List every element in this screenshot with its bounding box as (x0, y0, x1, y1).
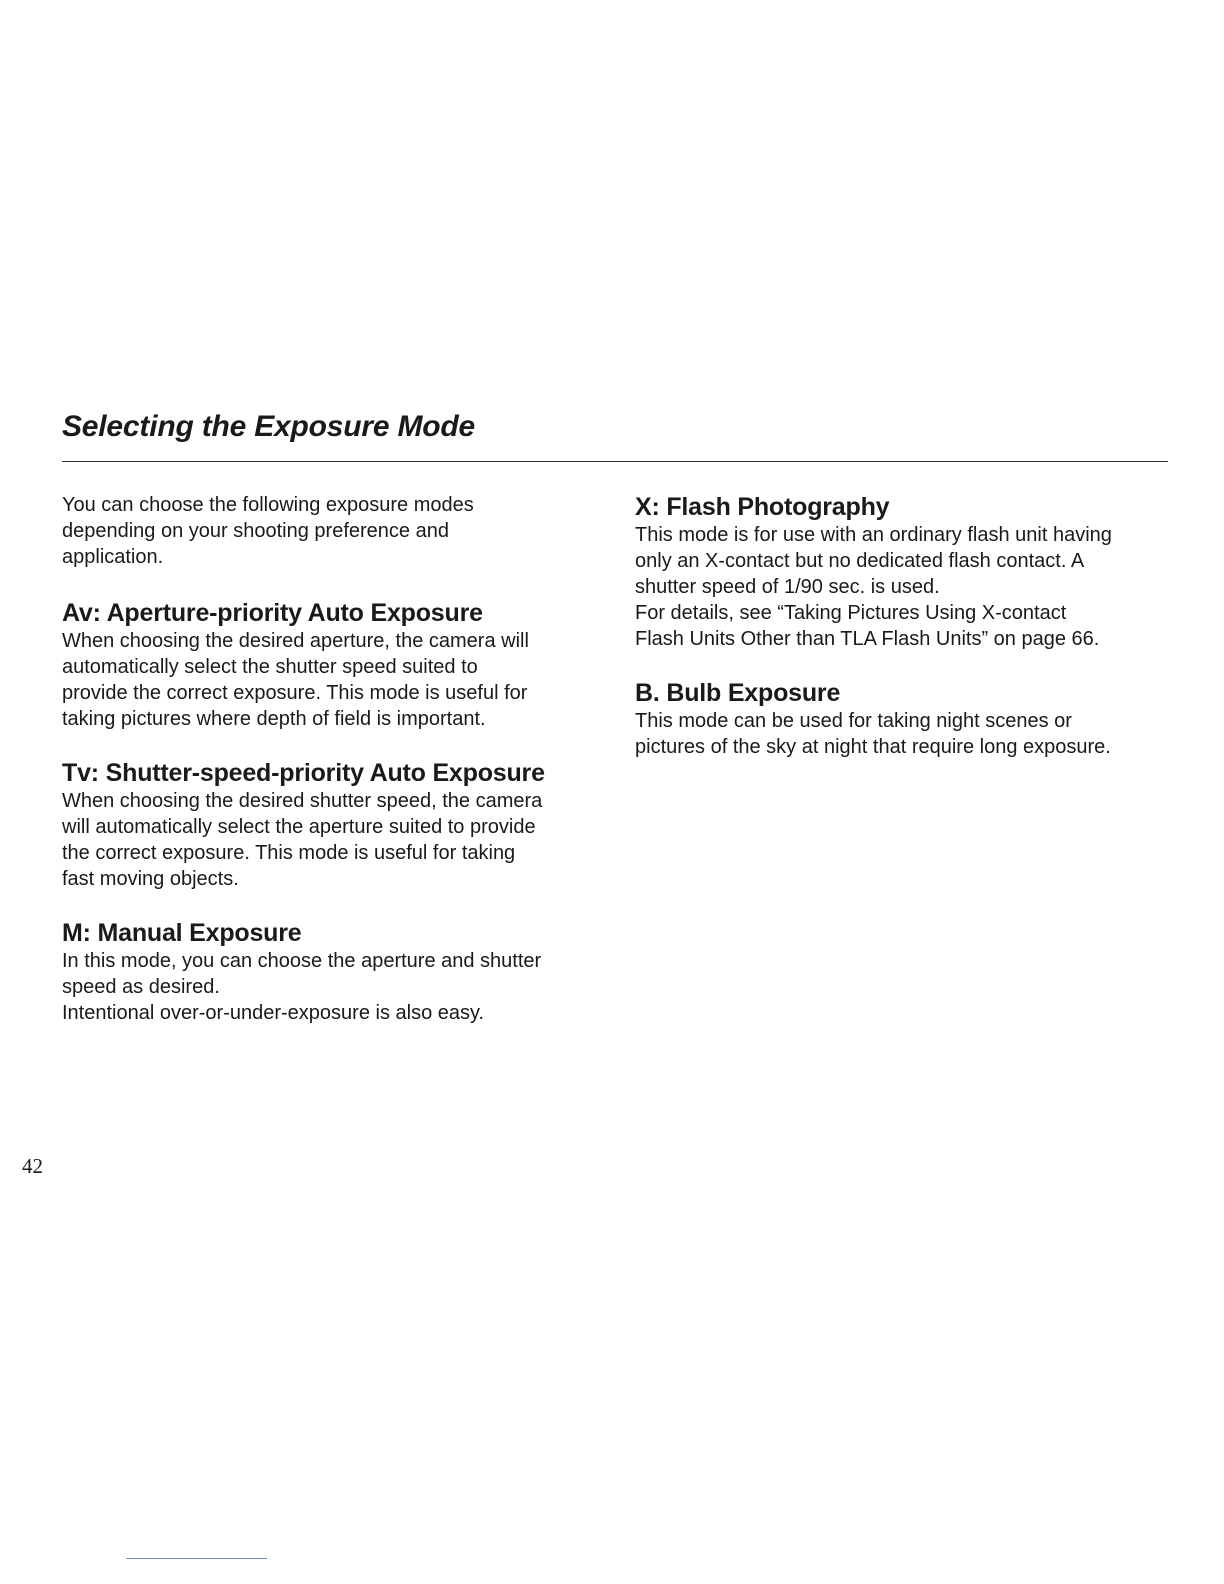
section-heading-x: X: Flash Photography (635, 493, 890, 521)
section-heading-tv: Tv: Shutter-speed-priority Auto Exposure (62, 759, 545, 787)
section-body-b: This mode can be used for taking night scenes or pictures of the sky at night that require long exposure. (635, 710, 1111, 758)
bottom-margin-mark (126, 1558, 267, 1559)
section-tv (62, 758, 622, 892)
page-number: 42 (22, 1154, 43, 1178)
title-divider (62, 461, 1168, 462)
section-body-av: When choosing the desired aperture, the camera will automatically select the shutter speed suited to provide the correct exposure. This mode is useful for taking pictures where depth of field is important. (62, 630, 529, 730)
section-heading-av: Av: Aperture-priority Auto Exposure (62, 599, 483, 627)
section-body-m: In this mode, you can choose the aperture and shutter speed as desired. Intentional over-or-under-exposure is also easy. (62, 950, 542, 1024)
section-body-x: This mode is for use with an ordinary flash unit having only an X-contact but no dedicated flash contact. A shutter speed of 1/90 sec. is used. For details, see “Taking Pictures Using X-contact Flash Units Other than TLA Flash Units” on page 66. (635, 524, 1112, 650)
left-column (62, 492, 622, 1052)
section-x (635, 492, 1175, 652)
section-av (62, 598, 622, 732)
page-title: Selecting the Exposure Mode (62, 410, 476, 443)
section-heading-b: B. Bulb Exposure (635, 679, 841, 707)
section-m (62, 918, 622, 1026)
section-heading-m: M: Manual Exposure (62, 919, 302, 947)
intro-paragraph: You can choose the following exposure modes depending on your shooting preference and application. (62, 494, 474, 568)
right-column (635, 492, 1175, 786)
section-body-tv: When choosing the desired shutter speed, the camera will automatically select the aperture suited to provide the correct exposure. This mode is useful for taking fast moving objects. (62, 790, 543, 890)
section-b (635, 678, 1175, 760)
